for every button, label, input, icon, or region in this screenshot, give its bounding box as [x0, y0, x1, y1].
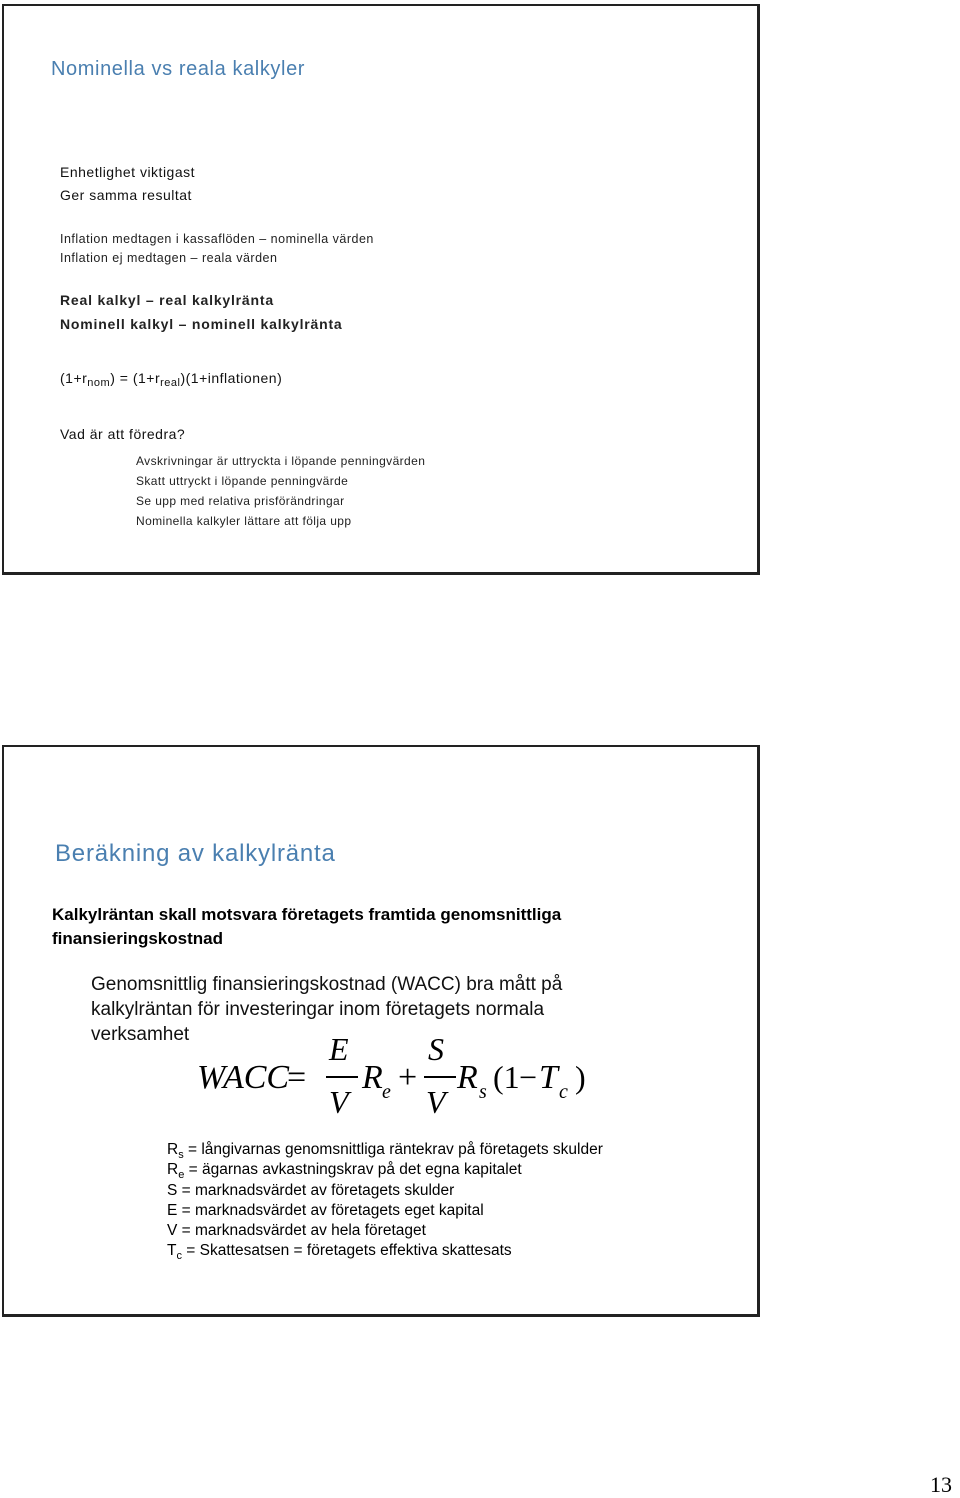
definition-s: [167, 1182, 454, 1200]
wacc-lhs: WACC: [197, 1059, 290, 1096]
def-subscript: s: [178, 1149, 184, 1162]
wacc-T: T: [539, 1059, 558, 1096]
wacc-equals: =: [287, 1059, 307, 1096]
wacc-V1: V: [329, 1084, 349, 1120]
slide1-question: Vad är att föredra?: [60, 426, 186, 442]
definition-v: [167, 1222, 426, 1240]
def-subscript: e: [178, 1169, 185, 1182]
wacc-V2: V: [426, 1084, 446, 1120]
definition-e: [167, 1202, 484, 1220]
wacc-S: S: [428, 1031, 444, 1067]
def-text: = marknadsvärdet av hela företaget: [177, 1222, 426, 1239]
slide1-sub-item: Nominella kalkyler lättare att följa upp: [136, 514, 352, 528]
page-number: 13: [930, 1472, 952, 1497]
fraction-bar: [326, 1076, 358, 1078]
def-symbol: S: [167, 1182, 178, 1199]
def-text: = Skattesatsen = företagets effektiva skattesats: [181, 1242, 512, 1259]
definition-re: [167, 1161, 522, 1181]
formula-sub-nom: nom: [87, 377, 111, 389]
slide2-body-line-2: kalkylräntan för investeringar inom företagets normala: [91, 999, 545, 1020]
formula-part-2: ) = (1+r: [110, 370, 161, 386]
slide1-sub-item: Se upp med relativa prisförändringar: [136, 494, 345, 508]
slide1-sub-item: Skatt uttryckt i löpande penningvärde: [136, 474, 349, 488]
slide2-bold-line-2: finansieringskostnad: [52, 929, 223, 948]
wacc-minus: −: [519, 1059, 538, 1095]
formula-sub-real: real: [160, 377, 181, 389]
slide1-line-3: Inflation medtagen i kassaflöden – nominella värden: [60, 232, 374, 246]
wacc-sub-c: c: [559, 1081, 568, 1103]
wacc-E: E: [329, 1031, 349, 1067]
slide2-title: Beräkning av kalkylränta: [55, 840, 336, 867]
formula-part-1: (1+r: [60, 370, 88, 386]
wacc-plus: +: [398, 1059, 418, 1096]
wacc-formula: [195, 1031, 595, 1125]
def-symbol: R: [167, 1161, 179, 1178]
def-symbol: R: [167, 1141, 179, 1158]
def-subscript: c: [176, 1250, 182, 1263]
def-text: = marknadsvärdet av företagets eget kapital: [177, 1202, 484, 1219]
slide1-line-5: Real kalkyl – real kalkylränta: [60, 292, 274, 308]
slide1-line-4: Inflation ej medtagen – reala värden: [60, 251, 278, 265]
slide2-body-line-3: verksamhet: [91, 1024, 190, 1045]
definition-tc: [167, 1242, 512, 1262]
formula-part-3: )(1+inflationen): [180, 370, 283, 386]
fraction-bar: [424, 1076, 456, 1078]
def-text: = marknadsvärdet av företagets skulder: [177, 1182, 455, 1199]
slide1-line-6: Nominell kalkyl – nominell kalkylränta: [60, 316, 343, 332]
slide1-title: Nominella vs reala kalkyler: [51, 58, 306, 80]
slide1-line-1: Enhetlighet viktigast: [60, 164, 196, 180]
def-text: = ägarnas avkastningskrav på det egna kapitalet: [184, 1161, 522, 1178]
slide2-body-line-1: Genomsnittlig finansieringskostnad (WACC) bra mått på: [91, 974, 563, 995]
definition-rs: [167, 1141, 603, 1161]
slide1-formula: [60, 370, 282, 389]
wacc-sub-s: s: [479, 1081, 487, 1103]
slide1-line-2: Ger samma resultat: [60, 187, 192, 203]
wacc-open: (1: [493, 1059, 520, 1095]
slide-nominella-vs-reala: [2, 4, 760, 575]
slide2-bold-line-1: Kalkylräntan skall motsvara företagets framtida genomsnittliga: [52, 905, 562, 924]
wacc-sub-e: e: [382, 1081, 391, 1103]
def-symbol: V: [167, 1222, 178, 1239]
def-symbol: E: [167, 1202, 178, 1219]
wacc-R2: R: [457, 1059, 478, 1096]
wacc-close: ): [575, 1059, 586, 1095]
def-text: = långivarnas genomsnittliga räntekrav på företagets skulder: [183, 1141, 603, 1158]
slide1-sub-item: Avskrivningar är uttryckta i löpande penningvärden: [136, 454, 426, 468]
def-symbol: T: [167, 1242, 177, 1259]
wacc-R1: R: [362, 1059, 383, 1096]
